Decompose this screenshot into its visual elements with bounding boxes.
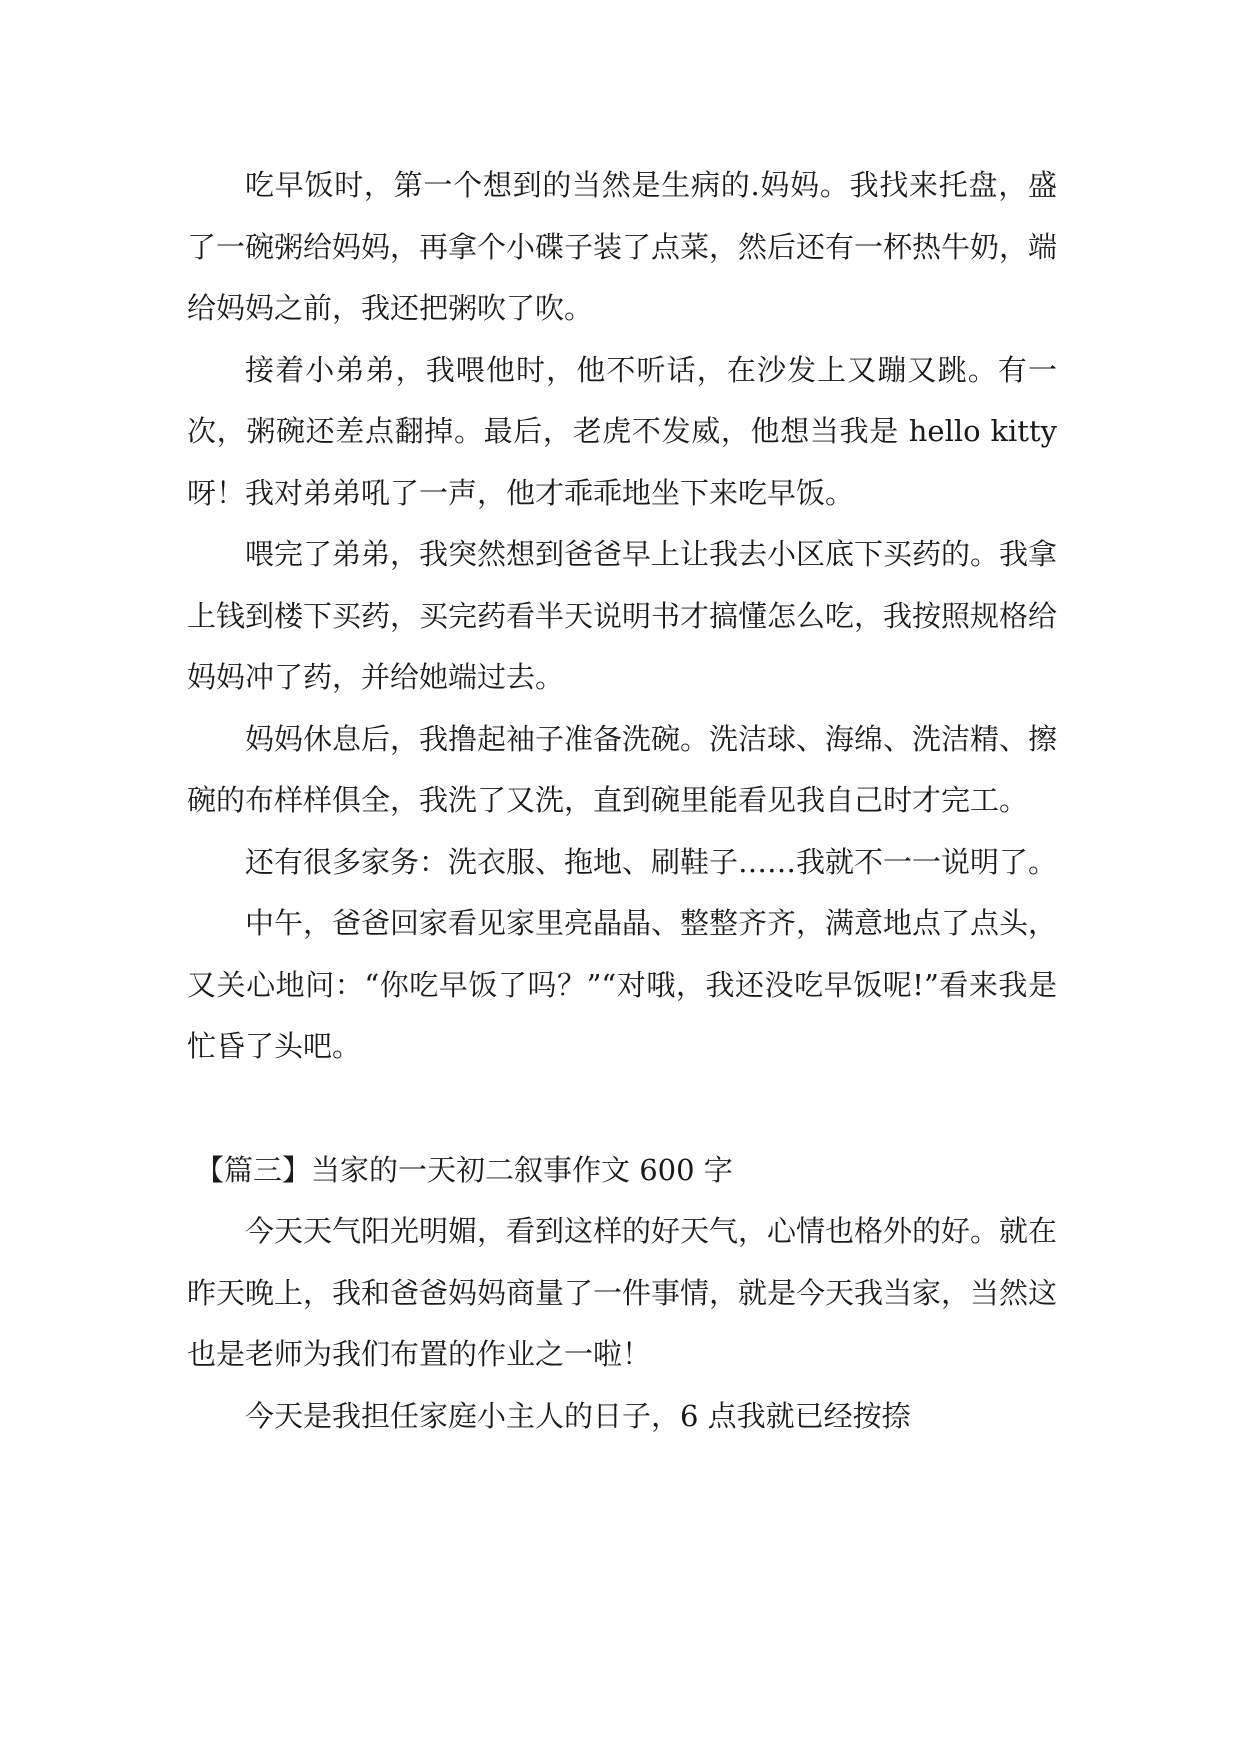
section-title-part-three: 【篇三】当家的一天初二叙事作文 600 字 <box>195 1152 733 1187</box>
paragraph-other-chores: 还有很多家务：洗衣服、拖地、刷鞋子……我就不一一说明了。 <box>245 844 1058 879</box>
paragraph-breakfast-for-mom: 吃早饭时，第一个想到的当然是生病的.妈妈。我找来托盘，盛了一碗粥给妈妈，再拿个小碟子装了点菜，然后还有一杯热牛奶，端给妈妈之前，我还把粥吹了吹。 <box>187 168 1058 325</box>
paragraph-feeding-brother: 接着小弟弟，我喂他时，他不听话，在沙发上又蹦又跳。有一次，粥碗还差点翻掉。最后，老虎不发威，他想当我是 hello kitty 呀！我对弟弟吼了一声，他才乖乖地坐下来吃早饭。 <box>187 352 1057 510</box>
paragraph-washing-dishes: 妈妈休息后，我撸起袖子准备洗碗。洗洁球、海绵、洗洁精、擦碗的布样样俱全，我洗了又洗，直到碗里能看见我自己时才完工。 <box>187 721 1058 817</box>
paragraph-little-host-day: 今天是我担任家庭小主人的日子，6 点我就已经按捺 <box>245 1398 911 1433</box>
paragraph-noon-dad-returns: 中午，爸爸回家看见家里亮晶晶、整整齐齐，满意地点了点头，又关心地问：“你吃早饭了吗？”“对哦，我还没吃早饭呢!”看来我是忙昏了头吧。 <box>187 906 1058 1063</box>
paragraph-sunny-day: 今天天气阳光明媚，看到这样的好天气，心情也格外的好。就在昨天晚上，我和爸爸妈妈商量了一件事情，就是今天我当家，当然这也是老师为我们布置的作业之一啦！ <box>187 1214 1058 1371</box>
paragraph-buying-medicine: 喂完了弟弟，我突然想到爸爸早上让我去小区底下买药的。我拿上钱到楼下买药，买完药看半天说明书才搞懂怎么吃，我按照规格给妈妈冲了药，并给她端过去。 <box>187 537 1058 694</box>
document-page <box>187 155 1057 1447</box>
